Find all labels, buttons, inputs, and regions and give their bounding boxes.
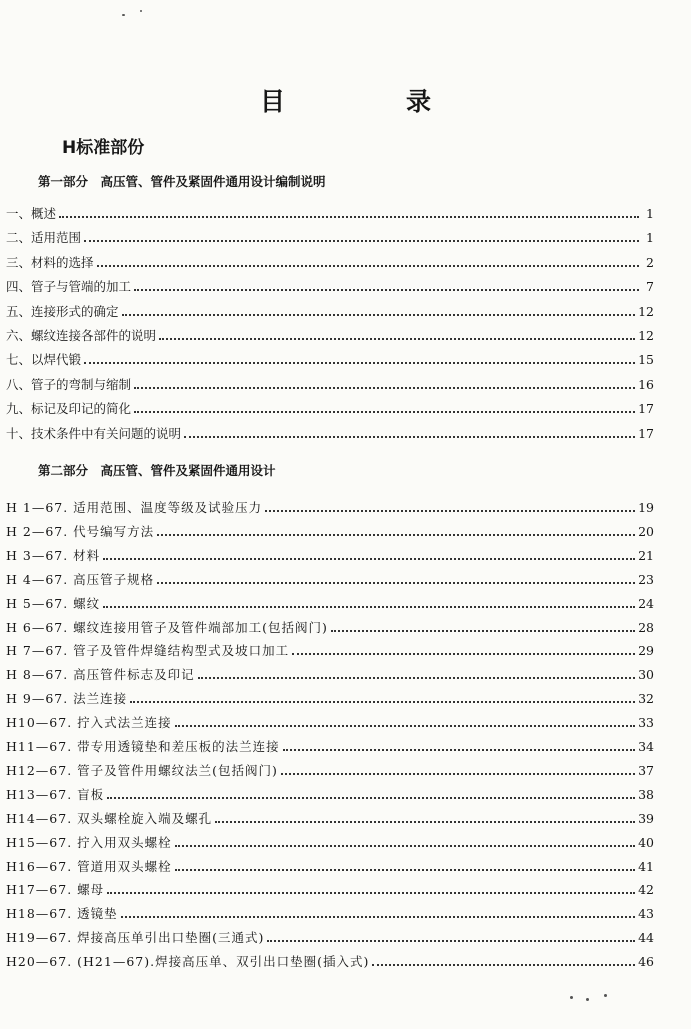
toc-entry: [6, 348, 654, 368]
dot-leader: [372, 964, 635, 966]
toc-entry-page: 40: [638, 834, 654, 850]
toc-entry: [6, 544, 654, 564]
toc-entry: [6, 687, 654, 707]
toc-entry-label: 二、适用范围: [6, 230, 82, 246]
toc-entry-label: H19—67. 焊接高压单引出口垫圈(三通式): [6, 930, 265, 946]
toc-entry: [6, 711, 654, 731]
part2-heading: 第二部分 高压管、管件及紧固件通用设计: [38, 463, 276, 478]
section-heading: H标准部份: [62, 138, 145, 158]
dot-leader: [59, 216, 639, 218]
toc-entry-label: H 8—67. 高压管件标志及印记: [6, 667, 195, 683]
toc-entry-page: 39: [638, 810, 654, 826]
toc-entry-label: 七、以焊代锻: [6, 352, 82, 368]
toc-entry-page: 41: [638, 858, 654, 874]
dot-leader: [265, 510, 635, 512]
part1-heading: 第一部分 高压管、管件及紧固件通用设计编制说明: [38, 174, 326, 189]
toc-entry: [6, 568, 654, 588]
dot-leader: [267, 940, 635, 942]
toc-entry: [6, 373, 654, 393]
dot-leader: [134, 411, 635, 413]
toc-entry-page: 42: [638, 882, 654, 898]
toc-entry-page: 28: [638, 619, 654, 635]
toc-entry: [6, 950, 654, 970]
dot-leader: [198, 677, 635, 679]
toc-entry-page: 12: [638, 303, 654, 319]
toc-entry-label: H 9—67. 法兰连接: [6, 691, 128, 707]
toc-entry: [6, 902, 654, 922]
toc-entry: [6, 520, 654, 540]
toc-entry-page: 12: [638, 328, 654, 343]
scan-speck: [122, 14, 125, 16]
toc-entry-page: 29: [638, 643, 654, 659]
toc-entry-page: 32: [638, 691, 654, 707]
toc-entry-page: 34: [638, 739, 654, 754]
dot-leader: [159, 338, 635, 340]
toc-entry-label: 四、管子与管端的加工: [6, 279, 132, 295]
toc-entry-page: 44: [638, 930, 654, 946]
toc-entry-page: 37: [638, 762, 654, 778]
dot-leader: [84, 240, 639, 242]
toc-entry-page: 24: [638, 595, 654, 611]
dot-leader: [292, 653, 635, 655]
toc-entry-page: 20: [638, 523, 654, 539]
toc-entry-label: 五、连接形式的确定: [6, 303, 119, 319]
toc-entry-label: H17—67. 螺母: [6, 882, 105, 898]
toc-entry-page: 1: [646, 230, 654, 246]
scan-speck: [604, 994, 607, 997]
dot-leader: [103, 606, 635, 608]
toc-entry: [6, 759, 654, 779]
toc-entry-label: H 3—67. 材料: [6, 547, 101, 563]
dot-leader: [175, 869, 635, 871]
toc-entry-label: H10—67. 拧入式法兰连接: [6, 715, 172, 731]
scan-speck: [570, 996, 573, 999]
toc-entry-label: H 7—67. 管子及管件焊缝结构型式及坡口加工: [6, 643, 290, 659]
toc-entry-label: 六、螺纹连接各部件的说明: [6, 328, 157, 343]
toc-entry-page: 23: [638, 571, 654, 587]
dot-leader: [134, 289, 639, 291]
toc-entry-label: H 6—67. 螺纹连接用管子及管件端部加工(包括阀门): [6, 619, 328, 635]
toc-entry-label: 十、技术条件中有关问题的说明: [6, 425, 182, 441]
dot-leader: [134, 387, 635, 389]
dot-leader: [175, 845, 635, 847]
toc-entry: [6, 324, 654, 344]
toc-entry-page: 17: [638, 401, 654, 417]
dot-leader: [121, 916, 635, 918]
toc-entry: [6, 878, 654, 898]
toc-entry: [6, 639, 654, 659]
dot-leader: [130, 701, 635, 703]
toc-entry-label: H14—67. 双头螺栓旋入端及螺孔: [6, 810, 213, 826]
toc-entry-page: 46: [638, 954, 654, 970]
toc-entry: [6, 496, 654, 516]
toc-entry: [6, 616, 654, 636]
page-title: 目 录: [259, 87, 479, 116]
toc-entry-page: 30: [638, 667, 654, 683]
toc-entry: [6, 397, 654, 417]
toc-entry-label: H13—67. 盲板: [6, 786, 105, 802]
toc-entry-page: 43: [638, 906, 654, 922]
toc-entry-label: H 2—67. 代号编写方法: [6, 523, 155, 539]
dot-leader: [97, 265, 639, 267]
toc-entry: [6, 831, 654, 851]
toc-entry: [6, 735, 654, 755]
toc-entry: [6, 275, 654, 295]
dot-leader: [184, 436, 635, 438]
dot-leader: [215, 821, 635, 823]
dot-leader: [175, 725, 635, 727]
scan-speck: [586, 998, 589, 1001]
toc-entry: [6, 783, 654, 803]
toc-entry-label: H15—67. 拧入用双头螺栓: [6, 834, 172, 850]
toc-entry-page: 19: [638, 500, 654, 515]
toc-entry-page: 38: [638, 786, 654, 802]
toc-entry: [6, 807, 654, 827]
toc-entry-page: 7: [646, 279, 654, 295]
dot-leader: [157, 582, 635, 584]
dot-leader: [107, 797, 635, 799]
toc-entry: [6, 251, 654, 271]
toc-entry: [6, 663, 654, 683]
dot-leader: [103, 558, 635, 560]
toc-entry: [6, 592, 654, 612]
toc-entry: [6, 422, 654, 442]
toc-entry-label: H 5—67. 螺纹: [6, 595, 101, 611]
toc-entry-label: 八、管子的弯制与缩制: [6, 376, 132, 392]
dot-leader: [84, 362, 635, 364]
toc-entry-page: 21: [638, 547, 654, 563]
toc-entry-label: 九、标记及印记的简化: [6, 401, 132, 417]
toc-entry-label: H 4—67. 高压管子规格: [6, 571, 155, 587]
toc-entry-page: 2: [646, 254, 654, 270]
toc-entry: [6, 300, 654, 320]
toc-entry-label: H18—67. 透镜垫: [6, 906, 118, 922]
scan-speck: [140, 10, 142, 12]
dot-leader: [281, 773, 635, 775]
dot-leader: [331, 630, 635, 632]
toc-entry: [6, 202, 654, 222]
toc-entry-label: 三、材料的选择: [6, 254, 94, 270]
toc-entry: [6, 926, 654, 946]
toc-entry-label: H11—67. 带专用透镜垫和差压板的法兰连接: [6, 739, 280, 754]
dot-leader: [283, 749, 635, 751]
toc-entry-label: H20—67. (H21—67).焊接高压单、双引出口垫圈(插入式): [6, 954, 370, 970]
toc-entry: [6, 226, 654, 246]
toc-entry-page: 16: [638, 376, 654, 392]
toc-entry-page: 1: [646, 206, 654, 221]
toc-entry-page: 15: [638, 352, 654, 368]
toc-entry-page: 33: [638, 715, 654, 731]
dot-leader: [122, 314, 636, 316]
toc-entry-label: H12—67. 管子及管件用螺纹法兰(包括阀门): [6, 762, 278, 778]
dot-leader: [157, 534, 635, 536]
toc-entry-page: 17: [638, 425, 654, 441]
dot-leader: [107, 892, 635, 894]
toc-entry-label: 一、概述: [6, 206, 57, 221]
toc-entry-label: H16—67. 管道用双头螺栓: [6, 858, 172, 874]
toc-entry: [6, 855, 654, 875]
toc-entry-label: H 1—67. 适用范围、温度等级及试验压力: [6, 500, 263, 515]
